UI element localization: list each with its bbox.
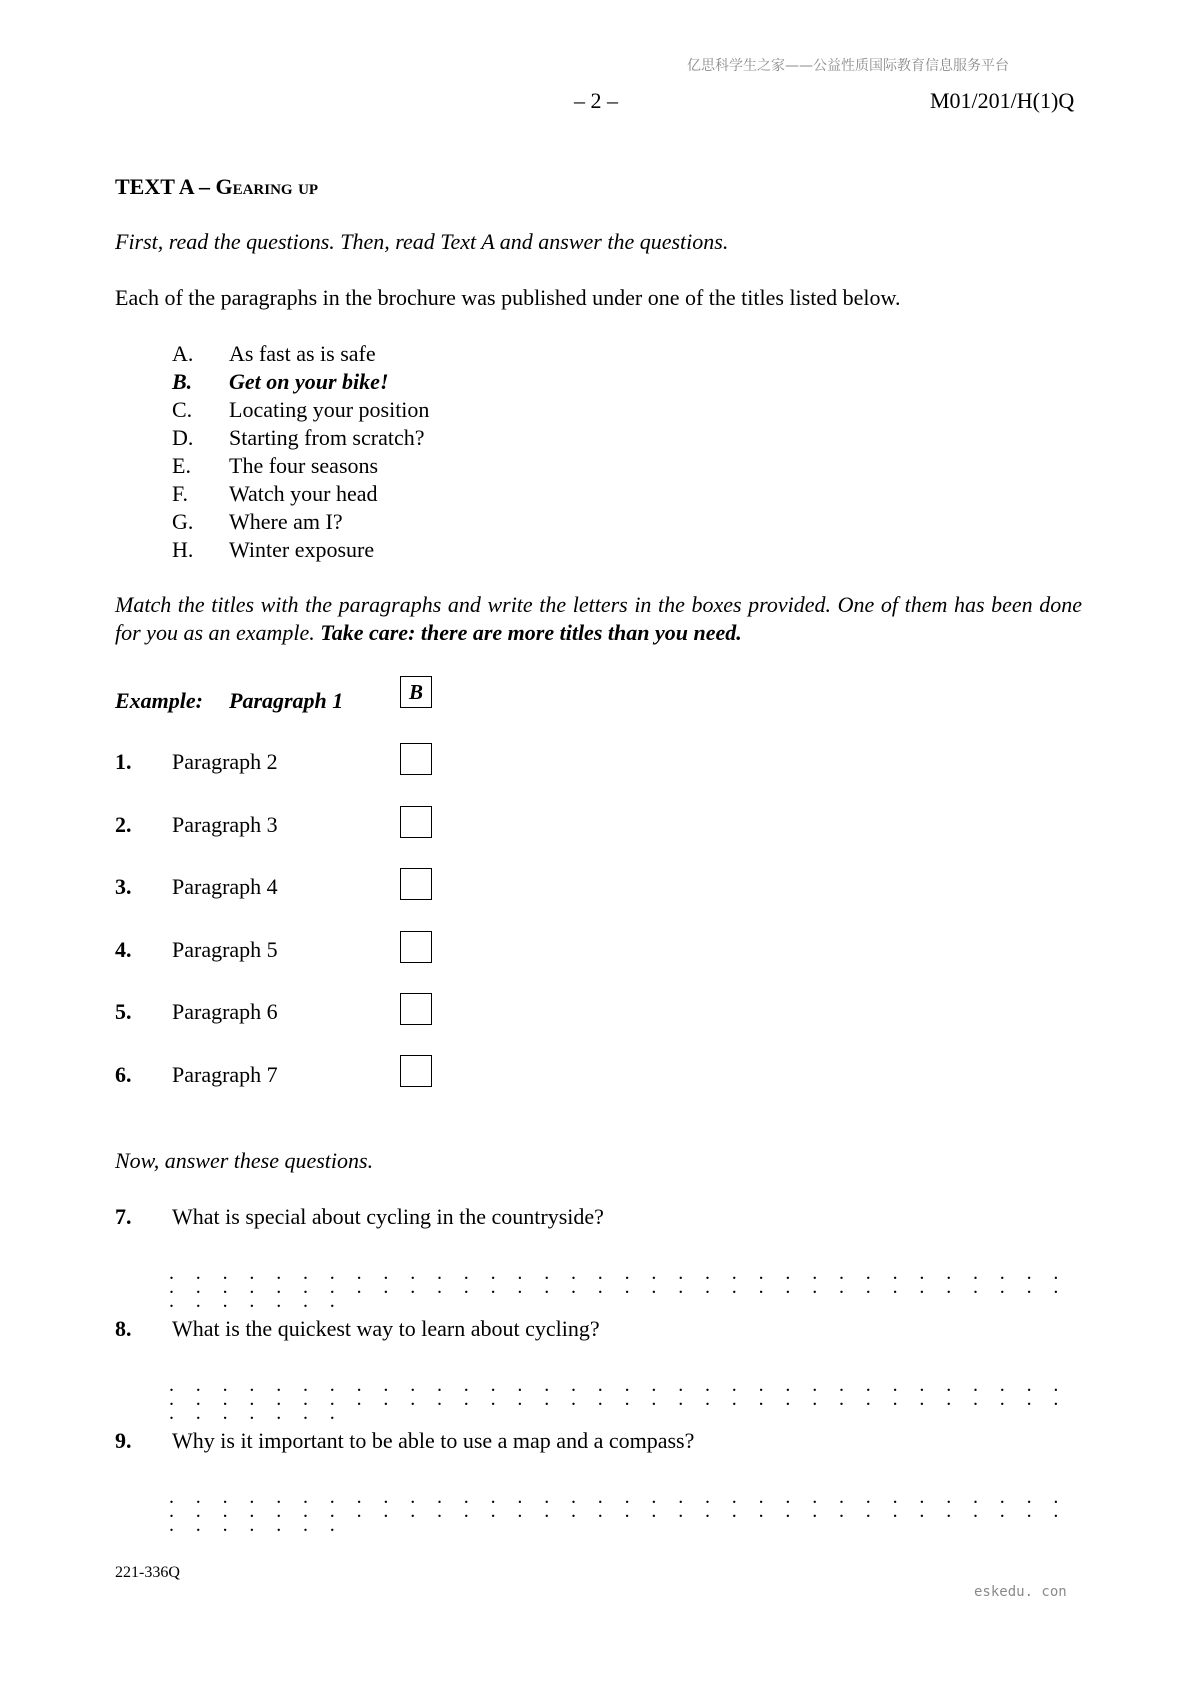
title-letter-a: A.	[172, 341, 194, 366]
title-text-d: Starting from scratch?	[229, 425, 425, 450]
title-letter-e: E.	[172, 453, 191, 478]
match-number-1: 1.	[115, 749, 132, 774]
question-number-7: 7.	[115, 1204, 132, 1229]
answer-box-3[interactable]	[400, 868, 432, 900]
match-number-2: 2.	[115, 812, 132, 837]
title-text-e: The four seasons	[229, 453, 379, 478]
match-label-5: Paragraph 6	[172, 999, 278, 1024]
match-instruction-text: Match the titles with the paragraphs and write the letters in the boxes provided. One of them has been done for you as an example.	[115, 592, 1082, 645]
answer-box-1[interactable]	[400, 743, 432, 775]
match-number-5: 5.	[115, 999, 132, 1024]
question-number-9: 9.	[115, 1428, 132, 1453]
title-text-f: Watch your head	[229, 481, 378, 506]
match-label-3: Paragraph 4	[172, 874, 278, 899]
answer-box-5[interactable]	[400, 993, 432, 1025]
title-letter-c: C.	[172, 397, 193, 422]
answer-box-2[interactable]	[400, 806, 432, 838]
example-label: Example:	[115, 688, 203, 713]
title-letter-f: F.	[172, 481, 188, 506]
match-instruction-warning: Take care: there are more titles than you need.	[320, 620, 742, 645]
title-letter-h: H.	[172, 537, 194, 562]
match-instruction	[115, 591, 1082, 647]
answer-line-7[interactable]: . . . . . . . . . . . . . . . . . . . . . . . . . . . . . . . . . . . . . . . . . . . . . . . . . . . . . . . . . . . . . . . . . . . . . . . . . . .	[169, 1262, 1067, 1312]
exam-code: M01/201/H(1)Q	[930, 88, 1075, 113]
title-letter-d: D.	[172, 425, 194, 450]
title-text-h: Winter exposure	[229, 537, 375, 562]
example-paragraph: Paragraph 1	[229, 688, 344, 713]
title-text-a: As fast as is safe	[229, 341, 376, 366]
answer-line-8[interactable]: . . . . . . . . . . . . . . . . . . . . . . . . . . . . . . . . . . . . . . . . . . . . . . . . . . . . . . . . . . . . . . . . . . . . . . . . . . .	[169, 1374, 1067, 1424]
title-letter-b: B.	[172, 369, 193, 394]
question-text-7: What is special about cycling in the countryside?	[172, 1204, 604, 1229]
page-number: – 2 –	[574, 88, 618, 113]
match-label-6: Paragraph 7	[172, 1062, 278, 1087]
match-label-1: Paragraph 2	[172, 749, 278, 774]
instruction-read: First, read the questions. Then, read Text A and answer the questions.	[115, 229, 729, 254]
question-text-9: Why is it important to be able to use a map and a compass?	[172, 1428, 695, 1453]
title-text-b: Get on your bike!	[229, 369, 389, 394]
answer-box-6[interactable]	[400, 1055, 432, 1087]
match-number-3: 3.	[115, 874, 132, 899]
section-title	[115, 174, 318, 200]
question-text-8: What is the quickest way to learn about cycling?	[172, 1316, 600, 1341]
footer-code: 221-336Q	[115, 1564, 180, 1581]
match-number-6: 6.	[115, 1062, 132, 1087]
section-title-prefix: TEXT A –	[115, 174, 216, 199]
watermark-top: 亿思科学生之家——公益性质国际教育信息服务平台	[687, 58, 1009, 74]
example-answer-box: B	[400, 676, 432, 708]
title-text-c: Locating your position	[229, 397, 430, 422]
question-number-8: 8.	[115, 1316, 132, 1341]
match-number-4: 4.	[115, 937, 132, 962]
match-label-4: Paragraph 5	[172, 937, 278, 962]
answer-box-4[interactable]	[400, 931, 432, 963]
match-label-2: Paragraph 3	[172, 812, 278, 837]
title-text-g: Where am I?	[229, 509, 343, 534]
instruction-titles: Each of the paragraphs in the brochure was published under one of the titles listed below.	[115, 285, 901, 310]
now-answer-instruction: Now, answer these questions.	[115, 1148, 374, 1173]
section-title-name: Gearing up	[215, 174, 319, 199]
watermark-bottom: eskedu. con	[974, 1584, 1067, 1600]
answer-line-9[interactable]: . . . . . . . . . . . . . . . . . . . . . . . . . . . . . . . . . . . . . . . . . . . . . . . . . . . . . . . . . . . . . . . . . . . . . . . . . . .	[169, 1486, 1067, 1536]
title-letter-g: G.	[172, 509, 194, 534]
